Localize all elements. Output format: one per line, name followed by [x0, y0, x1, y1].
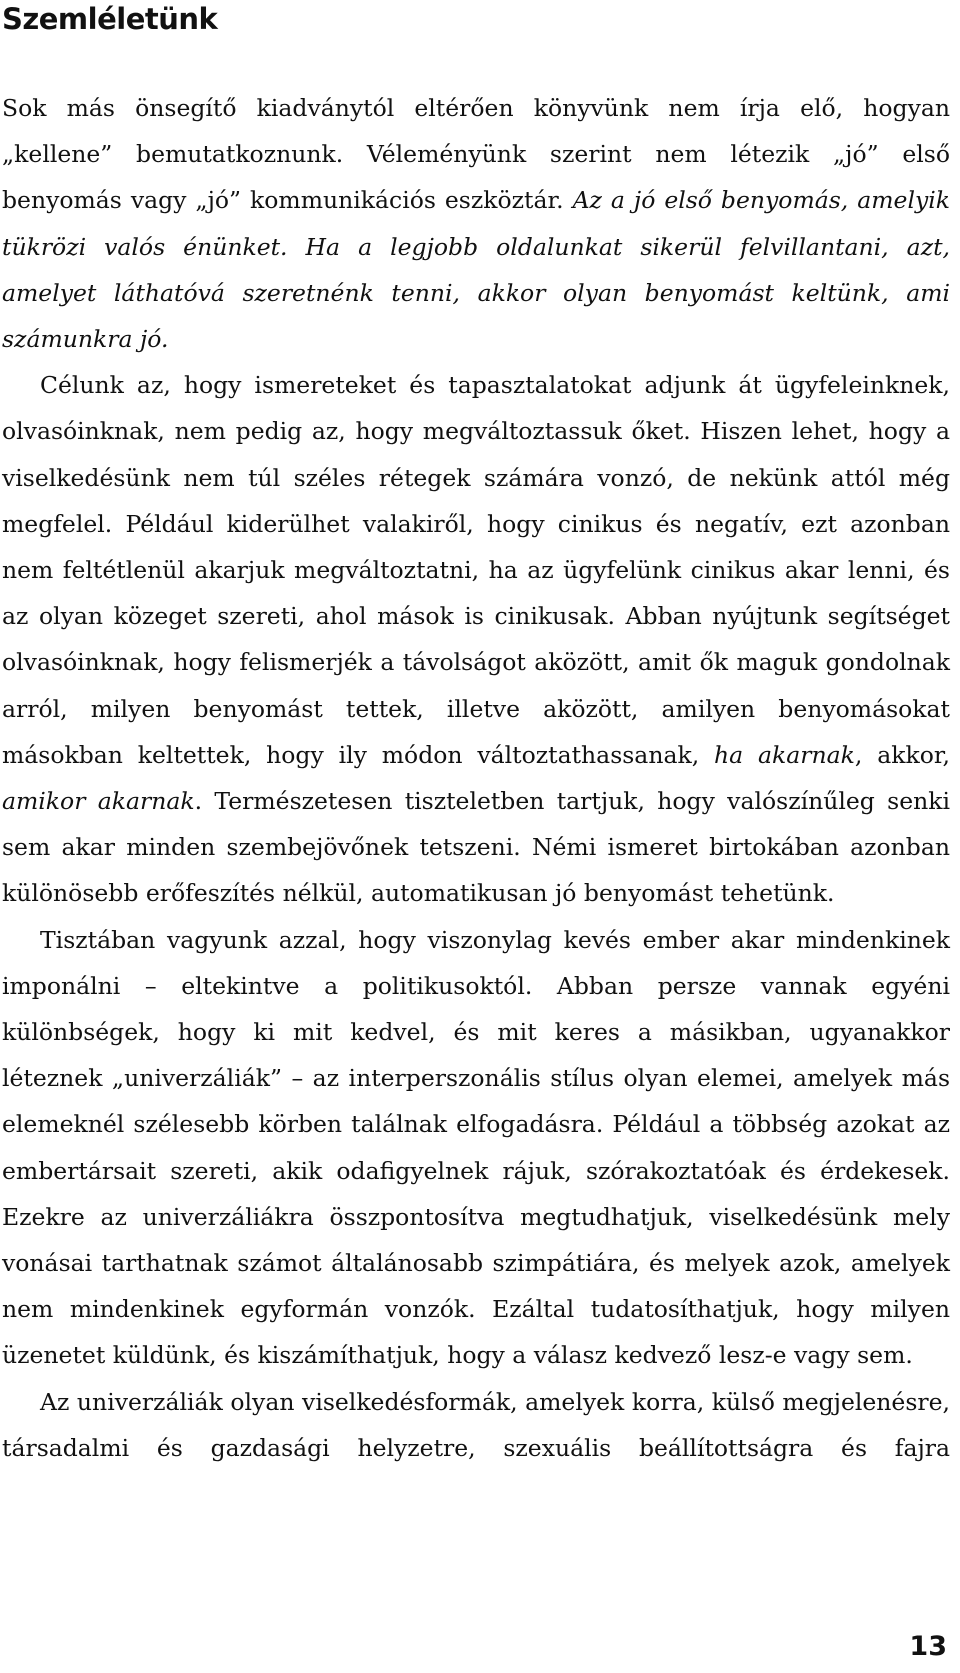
paragraph-4 — [2, 1379, 950, 1471]
section-heading: Szemléletünk — [2, 2, 218, 36]
paragraph-2 — [2, 362, 950, 916]
paragraph-1-text: Sok más önsegítő kiadványtól eltérően könyvünk nem írja elő, hogyan „kellene” bemutatkoznunk. Véleményünk szerint nem létezik „jó” első benyomás vagy „jó” kommunikációs eszköztár. — [2, 94, 950, 215]
paragraph-4-text: Az univerzáliák olyan viselkedésformák, amelyek korra, külső megjelenésre, társadalmi és gazdasági helyzetre, szexuális beállítottságra és fajra — [2, 1387, 950, 1462]
paragraph-3 — [2, 917, 950, 1379]
paragraph-1-italic-text: Az a jó első benyomás, amelyik tükrözi valós énünket. Ha a legjobb oldalunkat sikerül felvillantani, azt, amelyet láthatóvá szeretnénk tenni, akkor olyan benyomást keltünk, ami számunkra jó. — [2, 186, 950, 354]
paragraph-2-italic-ha-akarnak: ha akarnak — [714, 740, 855, 769]
paragraph-1 — [2, 85, 950, 362]
paragraph-2-text-b: , akkor, — [854, 740, 951, 769]
page-number: 13 — [909, 1631, 947, 1662]
body-text — [2, 85, 950, 1471]
paragraph-3-text: Tisztában vagyunk azzal, hogy viszonylag kevés ember akar mindenkinek imponálni – eltekintve a politikusoktól. Abban persze vannak egyéni különbségek, hogy ki mit kedvel, és mit keres a másikban, ugyanakkor léteznek „univerzáliák” – az interperszonális stílus olyan elemei, amelyek más elemeknél szélesebb körben találnak elfogadásra. Például a többség azokat az embertársait szereti, akik odafigyelnek rájuk, szórakoztatóak és érdekesek. Ezekre az univerzáliákra összpontosítva megtudhatjuk, viselkedésünk mely vonásai tarthatnak számot általánosabb szimpátiára, és melyek azok, amelyek nem mindenkinek egyformán vonzók. Ezáltal tudatosíthatjuk, hogy milyen üzenetet küldünk, és kiszámíthatjuk, hogy a válasz kedvező lesz-e vagy sem. — [2, 925, 950, 1370]
paragraph-2-text-c: . Természetesen tiszteletben tartjuk, hogy valószínűleg senki sem akar minden szembejövőnek tetszeni. Némi ismeret birtokában azonban különösebb erőfeszítés nélkül, automatikusan jó benyomást tehetünk. — [2, 787, 950, 908]
paragraph-2-text-a: Célunk az, hogy ismereteket és tapasztalatokat adjunk át ügyfeleinknek, olvasóinknak, nem pedig az, hogy megváltoztassuk őket. Hiszen lehet, hogy a viselkedésünk nem túl széles rétegek számára vonzó, de nekünk attól még megfelel. Például kiderülhet valakiről, hogy cinikus és negatív, ezt azonban nem feltétlenül akarjuk megváltoztatni, ha az ügyfelünk cinikus akar lenni, és az olyan közeget szereti, ahol mások is cinikusak. Abban nyújtunk segítséget olvasóinknak, hogy felismerjék a távolságot aközött, amit ők maguk gondolnak arról, milyen benyomást tettek, illetve aközött, amilyen benyomásokat másokban keltettek, hogy ily módon változtathassanak, — [2, 371, 950, 769]
paragraph-2-italic-amikor-akarnak: amikor akarnak — [2, 787, 195, 816]
